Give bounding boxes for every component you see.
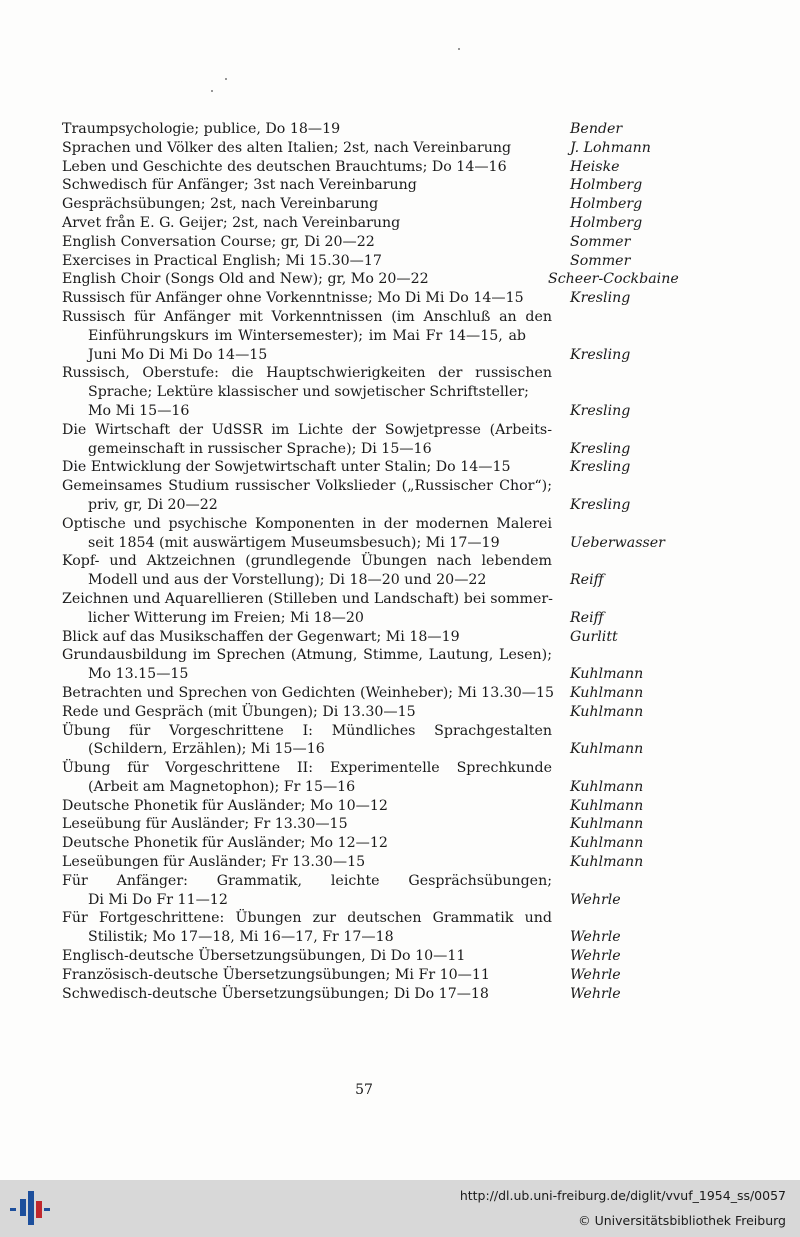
- course-title-text: Stilistik; Mo 17—18, Mi 16—17, Fr 17—18: [88, 929, 394, 946]
- course-line: [62, 139, 752, 158]
- course-title-text: (Schildern, Erzählen); Mi 15—16: [88, 741, 325, 758]
- course-line: [62, 440, 752, 459]
- lecturer-name: Holmberg: [570, 196, 643, 213]
- course-title-text: Übung für Vorgeschrittene II: Experimentelle Sprechkunde: [62, 760, 552, 777]
- course-entry: [62, 233, 752, 252]
- course-entry: [62, 815, 752, 834]
- course-entry: [62, 590, 752, 628]
- lecturer-name: Wehrle: [570, 966, 621, 983]
- course-line: [62, 703, 752, 722]
- ub-freiburg-logo-icon[interactable]: [8, 1187, 52, 1231]
- course-entry: [62, 966, 752, 985]
- course-title-text: Die Wirtschaft der UdSSR im Lichte der Sowjetpresse (Arbeits-: [62, 421, 552, 438]
- course-line: [62, 477, 752, 496]
- course-title-text: Juni Mo Di Mi Do 14—15: [88, 346, 268, 363]
- lecturer-name: Holmberg: [570, 214, 643, 231]
- lecturer-name: Reiff: [570, 609, 604, 626]
- page-number: 57: [355, 1082, 373, 1098]
- course-title-text: Grundausbildung im Sprechen (Atmung, Stimme, Lautung, Lesen);: [62, 647, 552, 664]
- course-entry: [62, 195, 752, 214]
- course-entry: [62, 477, 752, 515]
- lecturer-name: Kuhlmann: [570, 741, 644, 758]
- course-title-text: Russisch für Anfänger ohne Vorkenntnisse; Mo Di Mi Do 14—15: [62, 290, 524, 307]
- lecturer-name: Scheer-Cockbaine: [548, 271, 679, 288]
- course-entry: [62, 308, 752, 364]
- course-title-text: English Choir (Songs Old and New); gr, Mo 20—22: [62, 271, 429, 288]
- course-line: [62, 834, 752, 853]
- lecturer-name: Kuhlmann: [570, 666, 644, 683]
- scan-speck: [211, 90, 213, 92]
- course-line: [62, 665, 752, 684]
- course-title-text: Modell und aus der Vorstellung); Di 18—20 und 20—22: [88, 572, 487, 589]
- lecturer-name: Wehrle: [570, 985, 621, 1002]
- course-entry: [62, 628, 752, 647]
- course-title-text: licher Witterung im Freien; Mi 18—20: [88, 609, 364, 626]
- course-line: [62, 458, 752, 477]
- lecturer-name: Kresling: [570, 459, 631, 476]
- course-line: [62, 684, 752, 703]
- course-line: [62, 909, 752, 928]
- course-title-text: Russisch für Anfänger mit Vorkenntnissen (im Anschluß an den: [62, 308, 552, 325]
- course-title-text: Deutsche Phonetik für Ausländer; Mo 12—12: [62, 835, 388, 852]
- lecturer-name: Kresling: [570, 346, 631, 363]
- lecturer-name: Heiske: [570, 158, 620, 175]
- course-entry: [62, 289, 752, 308]
- course-line: [62, 346, 752, 365]
- course-line: [62, 214, 752, 233]
- course-line: [62, 515, 752, 534]
- course-title-text: Exercises in Practical English; Mi 15.30—17: [62, 252, 382, 269]
- course-line: [62, 628, 752, 647]
- course-title-text: Für Anfänger: Grammatik, leichte Gesprächsübungen;: [62, 872, 552, 889]
- course-title-text: Leseübungen für Ausländer; Fr 13.30—15: [62, 854, 366, 871]
- course-title-text: Übung für Vorgeschrittene I: Mündliches Sprachgestalten: [62, 722, 552, 739]
- course-line: [62, 815, 752, 834]
- course-title-text: Blick auf das Musikschaffen der Gegenwart; Mi 18—19: [62, 628, 460, 645]
- lecturer-name: Kuhlmann: [570, 816, 644, 833]
- course-entry: [62, 270, 752, 289]
- course-line: [62, 853, 752, 872]
- course-title-text: Schwedisch für Anfänger; 3st nach Vereinbarung: [62, 177, 417, 194]
- course-line: [62, 722, 752, 741]
- course-entry: [62, 252, 752, 271]
- lecturer-name: Kresling: [570, 496, 631, 513]
- lecturer-name: Wehrle: [570, 948, 621, 965]
- course-title-text: Di Mi Do Fr 11—12: [88, 891, 228, 908]
- course-line: [62, 496, 752, 515]
- course-line: [62, 928, 752, 947]
- lecturer-name: Wehrle: [570, 891, 621, 908]
- course-entry: [62, 797, 752, 816]
- course-line: [62, 233, 752, 252]
- lecturer-name: Kuhlmann: [570, 835, 644, 852]
- lecturer-name: Wehrle: [570, 929, 621, 946]
- source-url-link[interactable]: http://dl.ub.uni-freiburg.de/diglit/vvuf_1954_ss/0057: [459, 1188, 786, 1203]
- course-line: [62, 120, 752, 139]
- course-line: [62, 552, 752, 571]
- course-title-text: Schwedisch-deutsche Übersetzungsübungen; Di Do 17—18: [62, 985, 489, 1002]
- course-title-text: Russisch, Oberstufe: die Hauptschwierigkeiten der russischen: [62, 365, 552, 382]
- lecturer-name: Sommer: [570, 252, 631, 269]
- course-entry: [62, 552, 752, 590]
- course-title-text: Leseübung für Ausländer; Fr 13.30—15: [62, 816, 348, 833]
- course-line: [62, 383, 752, 402]
- lecturer-name: Kuhlmann: [570, 684, 644, 701]
- course-entry: [62, 421, 752, 459]
- course-entry: [62, 947, 752, 966]
- course-title-text: Englisch-deutsche Übersetzungsübungen, Di Do 10—11: [62, 948, 466, 965]
- lecturer-name: Bender: [570, 121, 623, 137]
- course-entry: [62, 158, 752, 177]
- course-line: [62, 176, 752, 195]
- course-line: [62, 327, 752, 346]
- lecturer-name: Sommer: [570, 233, 631, 250]
- course-title-text: Gemeinsames Studium russischer Volkslieder („Russischer Chor“);: [62, 478, 552, 495]
- footer-bar: [0, 1180, 800, 1237]
- course-entry: [62, 909, 752, 947]
- course-line: [62, 646, 752, 665]
- course-line: [62, 609, 752, 628]
- course-line: [62, 402, 752, 421]
- lecturer-name: Kuhlmann: [570, 703, 644, 720]
- course-title-text: seit 1854 (mit auswärtigem Museumsbesuch); Mi 17—19: [88, 534, 500, 551]
- course-title-text: Die Entwicklung der Sowjetwirtschaft unter Stalin; Do 14—15: [62, 459, 511, 476]
- course-title-text: Gesprächsübungen; 2st, nach Vereinbarung: [62, 196, 379, 213]
- course-line: [62, 308, 752, 327]
- course-title-text: Deutsche Phonetik für Ausländer; Mo 10—12: [62, 797, 388, 814]
- course-line: [62, 872, 752, 891]
- lecturer-name: Reiff: [570, 572, 604, 589]
- lecturer-name: Kresling: [570, 402, 631, 419]
- lecturer-name: Kuhlmann: [570, 854, 644, 871]
- course-line: [62, 252, 752, 271]
- course-title-text: Französisch-deutsche Übersetzungsübungen; Mi Fr 10—11: [62, 966, 490, 983]
- course-entry: [62, 515, 752, 553]
- course-title-text: Sprachen und Völker des alten Italien; 2st, nach Vereinbarung: [62, 139, 512, 156]
- lecturer-name: Gurlitt: [570, 628, 618, 645]
- course-line: [62, 571, 752, 590]
- course-entry: [62, 985, 752, 1004]
- course-title-text: Arvet från E. G. Geijer; 2st, nach Vereinbarung: [62, 214, 401, 231]
- course-line: [62, 947, 752, 966]
- course-line: [62, 590, 752, 609]
- course-entry: [62, 759, 752, 797]
- course-entry: [62, 646, 752, 684]
- lecturer-name: Kresling: [570, 290, 631, 307]
- course-entry: [62, 139, 752, 158]
- scan-speck: [225, 78, 227, 80]
- course-title-text: Traumpsychologie; publice, Do 18—19: [62, 121, 341, 137]
- course-line: [62, 740, 752, 759]
- course-entry: [62, 176, 752, 195]
- course-title-text: Mo 13.15—15: [88, 666, 189, 683]
- course-title-text: Kopf- und Aktzeichnen (grundlegende Übungen nach lebendem: [62, 553, 552, 570]
- copyright-notice: © Universitätsbibliothek Freiburg: [578, 1213, 786, 1228]
- course-title-text: Leben und Geschichte des deutschen Brauchtums; Do 14—16: [62, 158, 507, 175]
- course-entry: [62, 364, 752, 420]
- lecturer-name: Holmberg: [570, 177, 643, 194]
- course-entry: [62, 458, 752, 477]
- course-title-text: (Arbeit am Magnetophon); Fr 15—16: [88, 778, 356, 795]
- course-line: [62, 270, 752, 289]
- course-line: [62, 534, 752, 553]
- lecturer-name: Kuhlmann: [570, 778, 644, 795]
- course-title-text: Mo Mi 15—16: [88, 402, 190, 419]
- course-line: [62, 778, 752, 797]
- course-line: [62, 797, 752, 816]
- course-title-text: Einführungskurs im Wintersemester); im Mai Fr 14—15, ab: [88, 327, 526, 344]
- course-entry: [62, 834, 752, 853]
- course-title-text: Für Fortgeschrittene: Übungen zur deutschen Grammatik und: [62, 910, 552, 927]
- course-line: [62, 158, 752, 177]
- course-line: [62, 364, 752, 383]
- course-line: [62, 759, 752, 778]
- course-title-text: Sprache; Lektüre klassischer und sowjetischer Schriftsteller;: [88, 384, 529, 401]
- course-title-text: English Conversation Course; gr, Di 20—22: [62, 233, 375, 250]
- course-line: [62, 289, 752, 308]
- course-entry: [62, 872, 752, 910]
- course-line: [62, 891, 752, 910]
- course-list: [62, 120, 752, 1003]
- lecturer-name: Kresling: [570, 440, 631, 457]
- course-title-text: Betrachten und Sprechen von Gedichten (Weinheber); Mi 13.30—15: [62, 684, 555, 701]
- course-entry: [62, 120, 752, 139]
- course-entry: [62, 703, 752, 722]
- lecturer-name: Kuhlmann: [570, 797, 644, 814]
- lecturer-name: Ueberwasser: [570, 534, 665, 551]
- course-entry: [62, 684, 752, 703]
- course-title-text: priv, gr, Di 20—22: [88, 496, 218, 513]
- course-entry: [62, 853, 752, 872]
- course-title-text: Optische und psychische Komponenten in der modernen Malerei: [62, 515, 552, 532]
- course-title-text: Rede und Gespräch (mit Übungen); Di 13.30—15: [62, 703, 416, 720]
- course-title-text: Zeichnen und Aquarellieren (Stilleben und Landschaft) bei sommer-: [62, 590, 553, 607]
- course-title-text: gemeinschaft in russischer Sprache); Di 15—16: [88, 440, 432, 457]
- lecturer-name: J. Lohmann: [570, 139, 651, 156]
- course-line: [62, 985, 752, 1004]
- course-line: [62, 195, 752, 214]
- scan-speck: [458, 48, 460, 50]
- course-entry: [62, 214, 752, 233]
- course-entry: [62, 722, 752, 760]
- course-line: [62, 966, 752, 985]
- course-line: [62, 421, 752, 440]
